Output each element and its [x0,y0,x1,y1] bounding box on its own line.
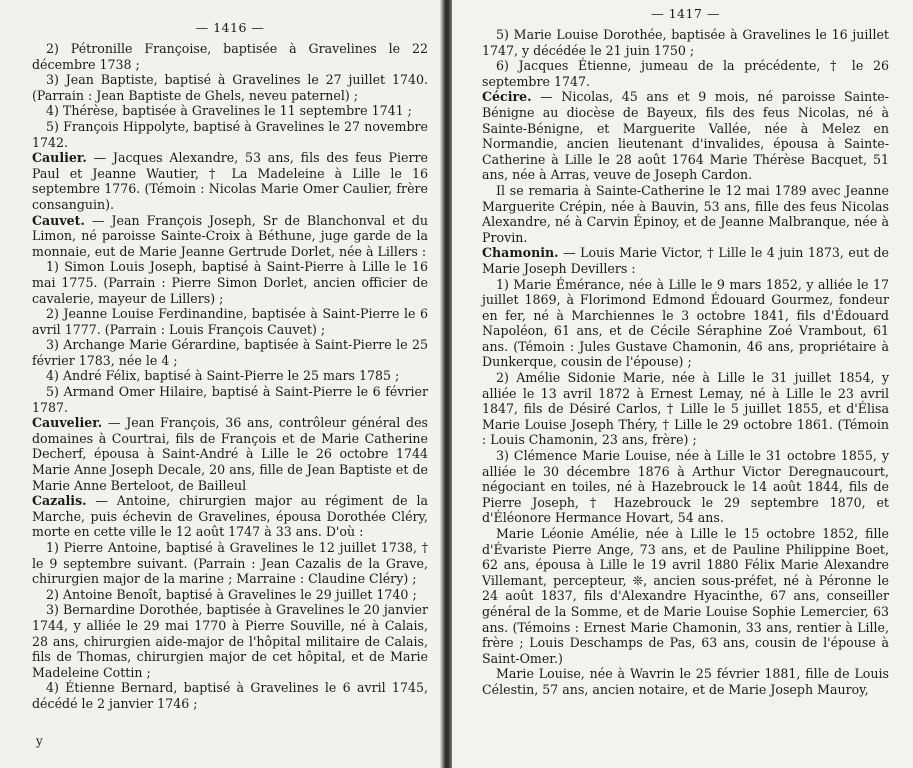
entry-caulier: Caulier. — Jacques Alexandre, 53 ans, fils des feus Pierre Paul et Jeanne Wautier, † La Madeleine à Lille le 16 septembre 1776. (Témoin : Nicolas Marie Omer Caulier, frère consanguin). [32,150,428,212]
surname-cecire: Cécire. [482,89,532,105]
margin-mark: y [36,734,43,748]
entry-remariage: Il se remaria à Sainte-Catherine le 12 mai 1789 avec Jeanne Marguerite Crépin, née à Bauvin, 53 ans, fille des feus Nicolas Alexandre, né à Carvin Épinoy, et de Jeanne Malbranque, née à Provin. [482,182,889,245]
entry-jean-baptiste: 3) Jean Baptiste, baptisé à Gravelines le 27 juillet 1740. (Parrain : Jean Baptiste de Ghels, neveu paternel) ; [32,72,428,103]
surname-cauvelier: Cauvelier. [32,415,103,431]
entry-andre-felix: 4) André Félix, baptisé à Saint-Pierre le 25 mars 1785 ; [46,368,400,384]
entry-jeanne-louise: 2) Jeanne Louise Ferdinandine, baptisée à Saint-Pierre le 6 avril 1777. (Parrain : Louis François Cauvet) ; [32,306,428,337]
entry-pierre-antoine: 1) Pierre Antoine, baptisé à Gravelines le 12 juillet 1738, † le 9 septembre suivant. (Parrain : Jean Cazalis de la Grave, chirurgien major de la marine ; Marraine : Claudine Cléry) ; [32,540,428,587]
entry-jacques-etienne: 6) Jacques Étienne, jumeau de la précédente, † le 26 septembre 1747. [482,58,889,89]
surname-cazalis: Cazalis. [32,493,87,509]
entry-cauvet: Cauvet. — Jean François Joseph, Sr de Blanchonval et du Limon, né paroisse Sainte-Croix à Béthune, juge garde de la monnaie, eut de Marie Jeanne Gertrude Dorlet, née à Lillers : [32,212,428,259]
entry-armand-omer: 5) Armand Omer Hilaire, baptisé à Saint-Pierre le 6 février 1787. [32,384,428,415]
entry-therese: 4) Thérèse, baptisée à Gravelines le 11 septembre 1741 ; [46,103,412,119]
surname-cauvet: Cauvet. [32,212,85,228]
entry-antoine-benoit: 2) Antoine Benoît, baptisé à Gravelines le 29 juillet 1740 ; [46,586,417,602]
entry-etienne-bernard: 4) Étienne Bernard, baptisé à Gravelines le 6 avril 1745, décédé le 2 janvier 1746 ; [32,680,428,711]
entry-marie-leonie: Marie Léonie Amélie, née à Lille le 15 octobre 1852, fille d'Évariste Pierre Ange, 73 ans, et de Pauline Philippine Boet, 62 ans, épousa à Lille le 19 avril 1880 Félix Marie Alexandre Villemant, percepteur, ❊, ancien sous-préfet, né à Péronne le 24 août 1837, fils d'Alexandre Hyacinthe, 67 ans, conseiller général de la Somme, et de Marie Louise Sophie Lemercier, 63 ans. (Témoins : Ernest Marie Chamonin, 33 ans, rentier à Lille, frère ; Louis Deschamps de Pas, 63 ans, cousin de l'épouse à Saint-Omer.) [482,526,889,666]
right-page [452,0,913,768]
entry-marie-louise-dorothee: 5) Marie Louise Dorothée, baptisée à Gravelines le 16 juillet 1747, y décédée le 21 juin 1750 ; [482,27,889,58]
entry-cecire: Cécire. — Nicolas, 45 ans et 9 mois, né paroisse Sainte-Bénigne au diocèse de Bayeux, fils des feus Nicolas, né à Sainte-Bénigne, et Marguerite Vallée, née à Melez en Normandie, ancien lieutenant d'invalides, épousa à Sainte-Catherine à Lille le 28 août 1764 Marie Thérèse Bacquet, 51 ans, née à Arras, veuve de Joseph Cardon. [482,89,889,183]
entry-cazalis: Cazalis. — Antoine, chirurgien major au régiment de la Marche, puis échevin de Gravelines, épousa Dorothée Cléry, morte en cette ville le 12 août 1747 à 33 ans. D'où : [32,493,428,540]
entry-marie-louise: Marie Louise, née à Wavrin le 25 février 1881, fille de Louis Célestin, 57 ans, ancien notaire, et de Marie Joseph Mauroy, [482,666,889,697]
entry-cauvelier: Cauvelier. — Jean François, 36 ans, contrôleur général des domaines à Courtrai, fils de François et de Marie Catherine Decherf, épousa à Saint-André à Lille le 26 octobre 1744 Marie Anne Joseph Decale, 20 ans, fille de Jean Baptiste et de Marie Anne Berteloot, de Bailleul [32,415,428,493]
entry-archange: 3) Archange Marie Gérardine, baptisée à Saint-Pierre le 25 février 1783, née le 4 ; [32,337,428,368]
surname-caulier: Caulier. [32,150,87,166]
entry-petronille: 2) Pétronille Françoise, baptisée à Gravelines le 22 décembre 1738 ; [32,41,428,72]
entry-francois-hippolyte: 5) François Hippolyte, baptisé à Gravelines le 27 novembre 1742. [32,118,428,150]
entry-marie-emerance: 1) Marie Émérance, née à Lille le 9 mars 1852, y alliée le 17 juillet 1869, à Florimond Edmond Édouard Gourmez, fondeur en fer, né à Marchiennes le 3 octobre 1841, fils d'Édouard Napoléon, 61 ans, et de Cécile Séraphine Zoé Vrambout, 61 ans. (Témoin : Jules Gustave Chamonin, 46 ans, propriétaire à Dunkerque, cousin de l'épouse) ; [482,276,889,370]
page-number-1416: — 1416 — [195,20,265,35]
entry-chamonin: Chamonin. — Louis Marie Victor, † Lille le 4 juin 1873, eut de Marie Joseph Devillers : [482,245,889,276]
entry-clemence: 3) Clémence Marie Louise, née à Lille le 31 octobre 1855, y alliée le 30 décembre 1876 à Arthur Victor Deregnaucourt, négociant en toiles, né à Hazebrouck le 14 août 1844, fils de Pierre Joseph, † Hazebrouck le 29 septembre 1870, et d'Éléonore Hermance Hovart, 54 ans. [482,448,889,526]
page-number-1417: — 1417 — [651,6,720,21]
left-page [0,0,446,768]
surname-chamonin: Chamonin. [482,245,559,261]
entry-simon-louis: 1) Simon Louis Joseph, baptisé à Saint-Pierre à Lille le 16 mai 1775. (Parrain : Pierre Simon Dorlet, ancien officier de cavalerie, mayeur de Lillers) ; [32,259,428,306]
entry-bernardine: 3) Bernardine Dorothée, baptisée à Gravelines le 20 janvier 1744, y alliée le 29 mai 1770 à Pierre Souville, né à Calais, 28 ans, chirurgien aide-major de l'hôpital militaire de Calais, fils de Thomas, chirurgien major de cet hôpital, et de Marie Madeleine Cottin ; [32,602,428,680]
entry-amelie-sidonie: 2) Amélie Sidonie Marie, née à Lille le 31 juillet 1854, y alliée le 13 avril 1872 à Ernest Lemay, né à Lille le 23 avril 1847, fils de Désiré Carlos, † Lille le 5 juillet 1855, et d'Élisa Marie Louise Joseph Théry, † Lille le 29 octobre 1861. (Témoin : Louis Chamonin, 23 ans, frère) ; [482,370,889,448]
